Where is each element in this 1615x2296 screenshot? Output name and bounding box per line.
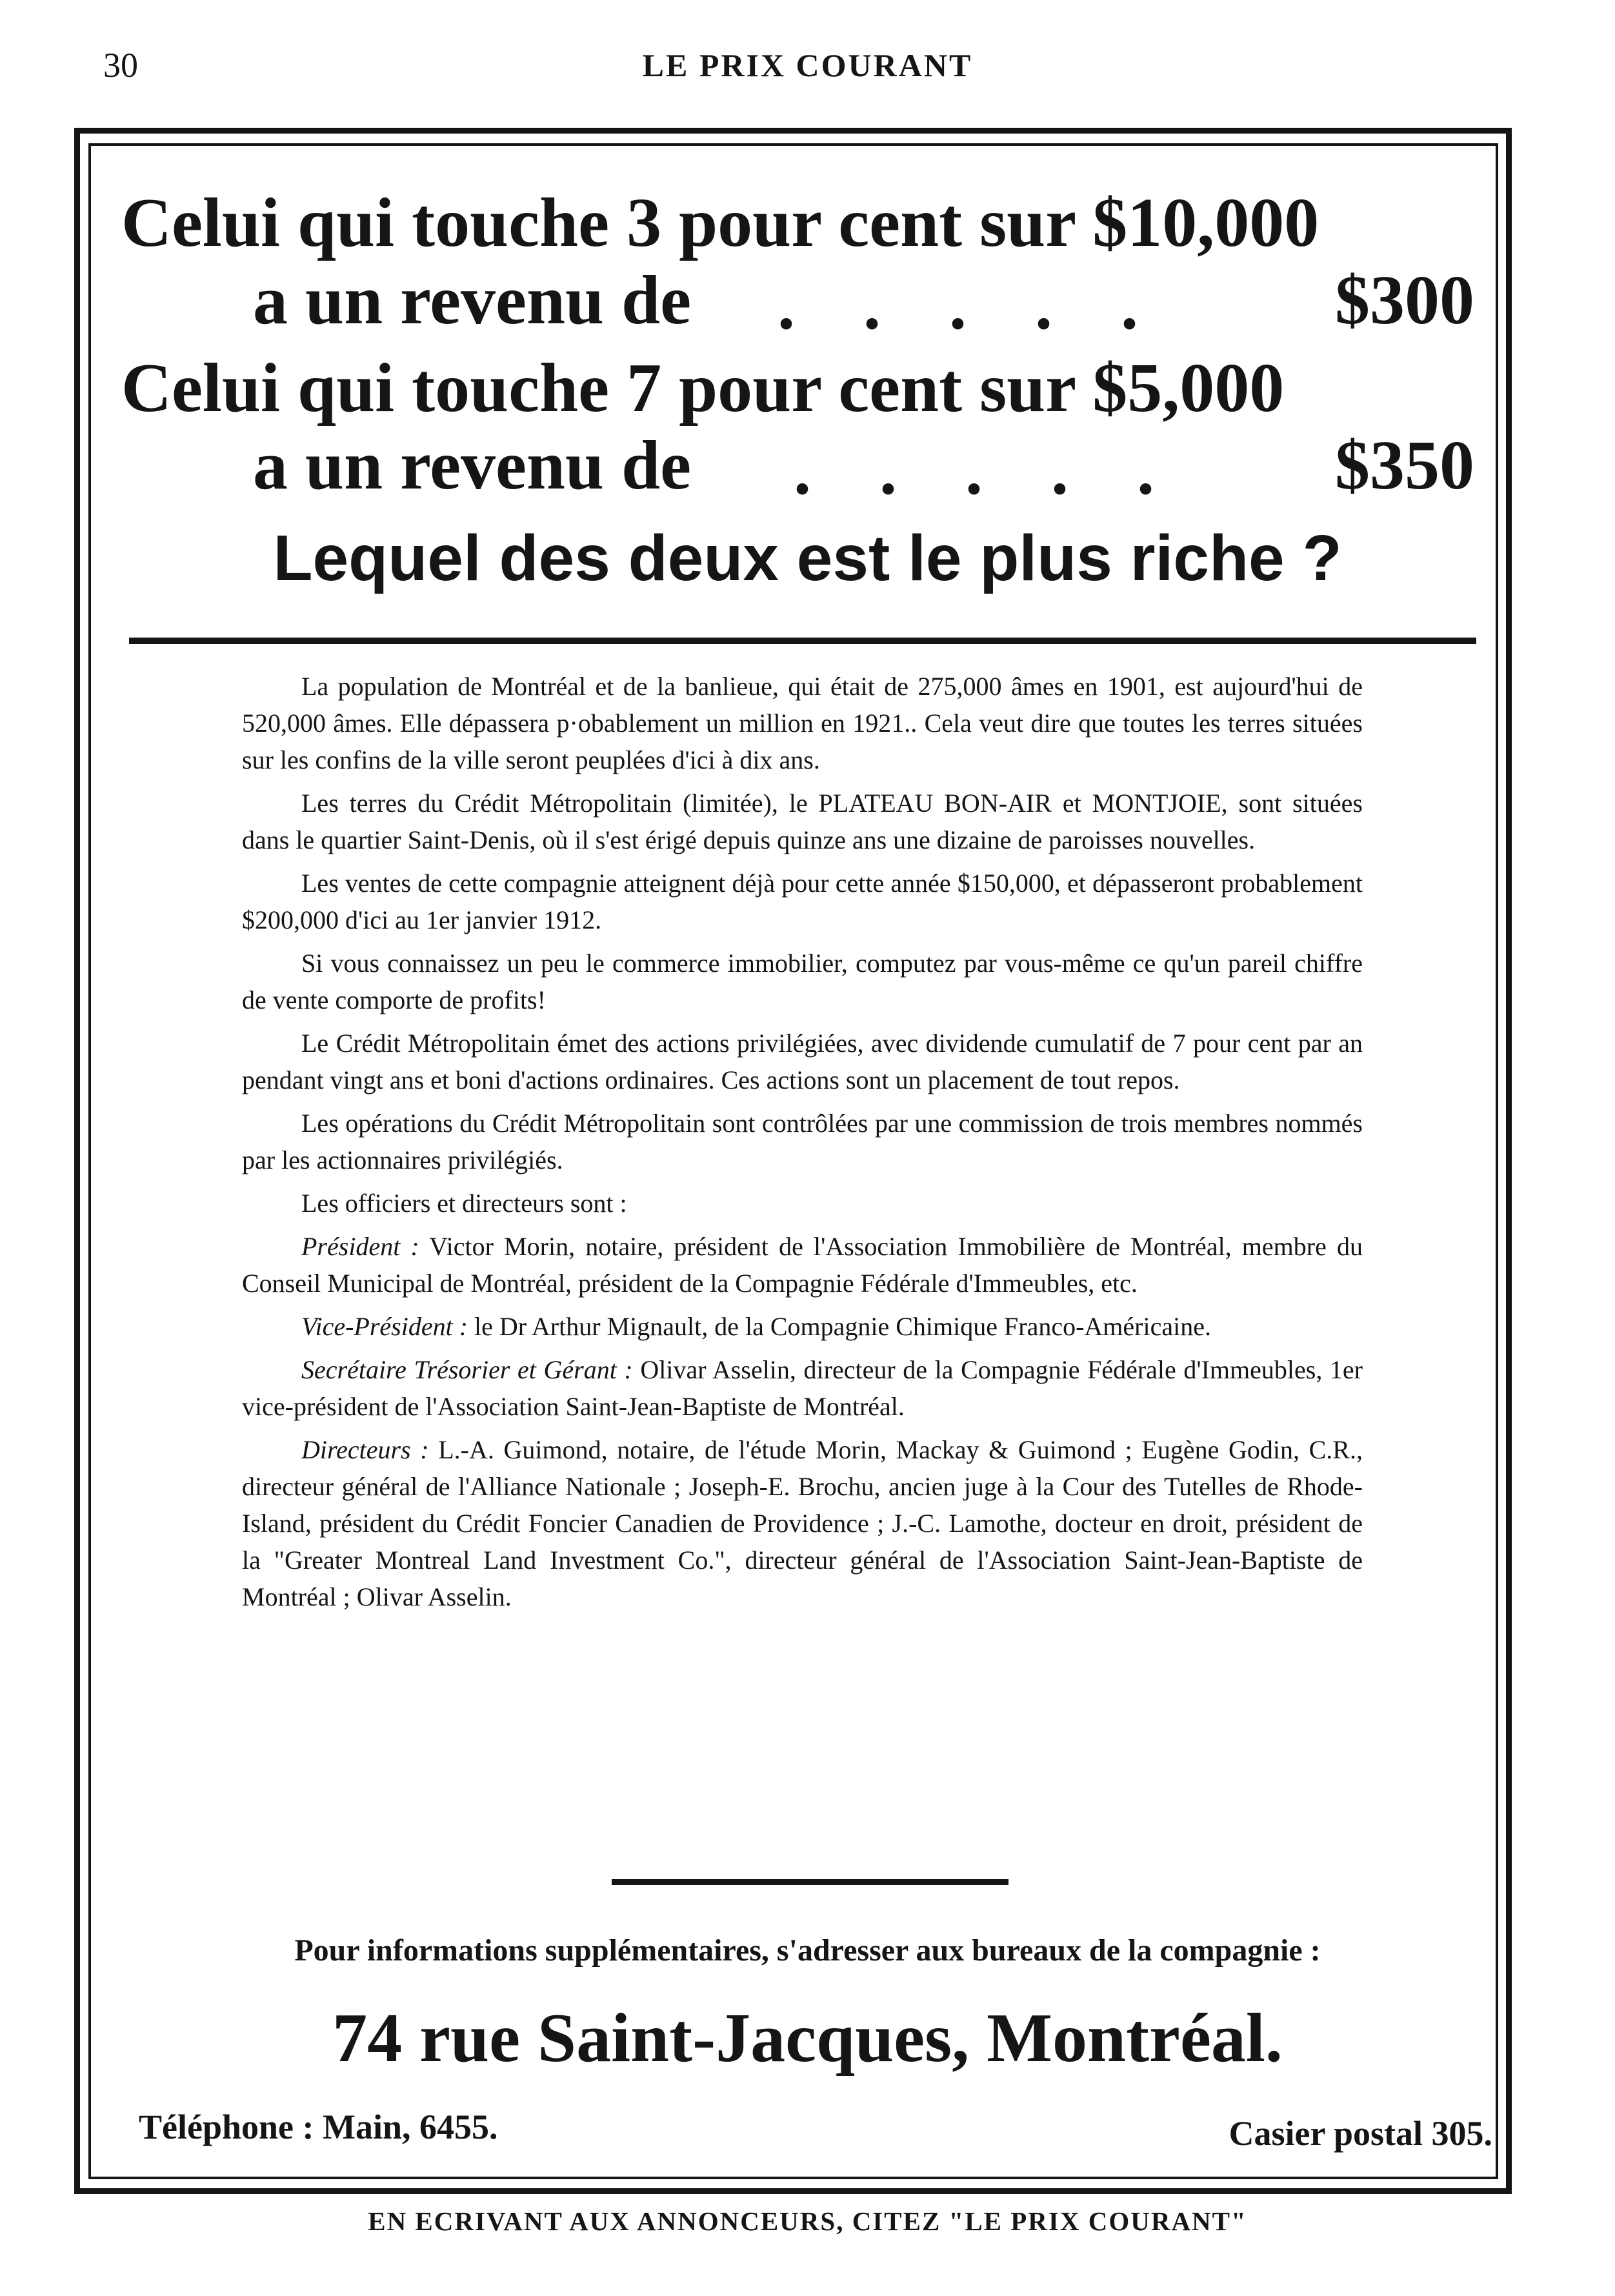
running-title: LE PRIX COURANT — [642, 47, 973, 83]
headline-line-2-dots: ..... — [777, 267, 1207, 344]
headline-line-4-dots: ..... — [794, 432, 1223, 509]
company-address: 74 rue Saint-Jacques, Montréal. — [332, 2000, 1283, 2077]
officer-role: Secrétaire Trésorier et Gérant : — [301, 1355, 633, 1384]
officer-entry — [242, 1351, 1363, 1425]
paragraph: Les terres du Crédit Métropolitain (limitée), le PLATEAU BON-AIR et MONTJOIE, sont situées dans le quartier Saint-Denis, où il s'est érigé depuis quinze ans une dizaine de paroisses nouvelles. — [242, 789, 1363, 854]
officer-text: Victor Morin, notaire, président de l'Association Immobilière de Montréal, membre du Conseil Municipal de Montréal, président de la Compagnie Fédérale d'Immeubles, etc. — [242, 1232, 1363, 1298]
telephone: Téléphone : Main, 6455. — [139, 2108, 498, 2146]
headline-line-3: Celui qui touche 7 pour cent sur $5,000 — [121, 350, 1285, 427]
paragraph: Les opérations du Crédit Métropolitain sont contrôlées par une commission de trois membres nommés par les actionnaires privilégiés. — [242, 1109, 1363, 1174]
officer-role: Directeurs : — [301, 1435, 429, 1464]
officer-text: Olivar Asselin, directeur de la Compagnie Fédérale d'Immeubles, 1er vice-président de l'Association Saint-Jean-Baptiste de Montréal. — [242, 1355, 1363, 1421]
headline-line-4-amount: $350 — [1335, 427, 1474, 504]
headline-question: Lequel des deux est le plus riche ? — [273, 522, 1342, 594]
postal-box: Casier postal 305. — [1229, 2114, 1492, 2153]
paragraph: Si vous connaissez un peu le commerce immobilier, computez par vous-même ce qu'un pareil chiffre de vente comporte de profits! — [242, 949, 1363, 1014]
officer-text: L.-A. Guimond, notaire, de l'étude Morin, Mackay & Guimond ; Eugène Godin, C.R., directeur général de l'Alliance Nationale ; Joseph-E. Brochu, ancien juge à la Cour des Tutelles de Rhode-Island, président du Crédit Foncier Canadien de Providence ; J.-C. Lamothe, docteur en droit, président de la "Greater Montreal Land Investment Co.", directeur général de l'Association Saint-Jean-Baptiste de Montréal ; Olivar Asselin. — [242, 1435, 1363, 1611]
headline-line-2-label: a un revenu de — [253, 262, 692, 339]
paragraph: Les ventes de cette compagnie atteignent déjà pour cette année $150,000, et dépasseront probablement $200,000 d'ici au 1er janvier 1912. — [242, 869, 1363, 934]
page-number: 30 — [103, 46, 138, 85]
officer-role: Président : — [301, 1232, 419, 1261]
headline-line-1: Celui qui touche 3 pour cent sur $10,000 — [121, 185, 1319, 261]
headline-line-4-label: a un revenu de — [253, 427, 692, 504]
officer-role: Vice-Président : — [301, 1312, 468, 1341]
ad-body — [242, 668, 1363, 1622]
headline-line-2-amount: $300 — [1335, 262, 1474, 339]
officer-text: le Dr Arthur Mignault, de la Compagnie Chimique Franco-Américaine. — [474, 1312, 1211, 1341]
officer-entry — [242, 1308, 1363, 1345]
paragraph: La population de Montréal et de la banlieue, qui était de 275,000 âmes en 1901, est aujourd'hui de 520,000 âmes. Elle dépassera p·obablement un million en 1921.. Cela veut dire que toutes les terres situées sur les confins de la ville seront peuplées d'ici à dix ans. — [242, 672, 1363, 774]
divider-rule — [129, 638, 1476, 644]
short-divider-rule — [612, 1879, 1008, 1885]
officer-entry — [242, 1431, 1363, 1615]
paragraph: Les officiers et directeurs sont : — [301, 1189, 627, 1218]
paragraph: Le Crédit Métropolitain émet des actions privilégiées, avec dividende cumulatif de 7 pour cent par an pendant vingt ans et boni d'actions ordinaires. Ces actions sont un placement de tout repos. — [242, 1029, 1363, 1094]
info-line: Pour informations supplémentaires, s'adresser aux bureaux de la compagnie : — [294, 1933, 1321, 1968]
footer-notice: EN ECRIVANT AUX ANNONCEURS, CITEZ "LE PRIX COURANT" — [368, 2206, 1247, 2236]
officer-entry — [242, 1228, 1363, 1302]
